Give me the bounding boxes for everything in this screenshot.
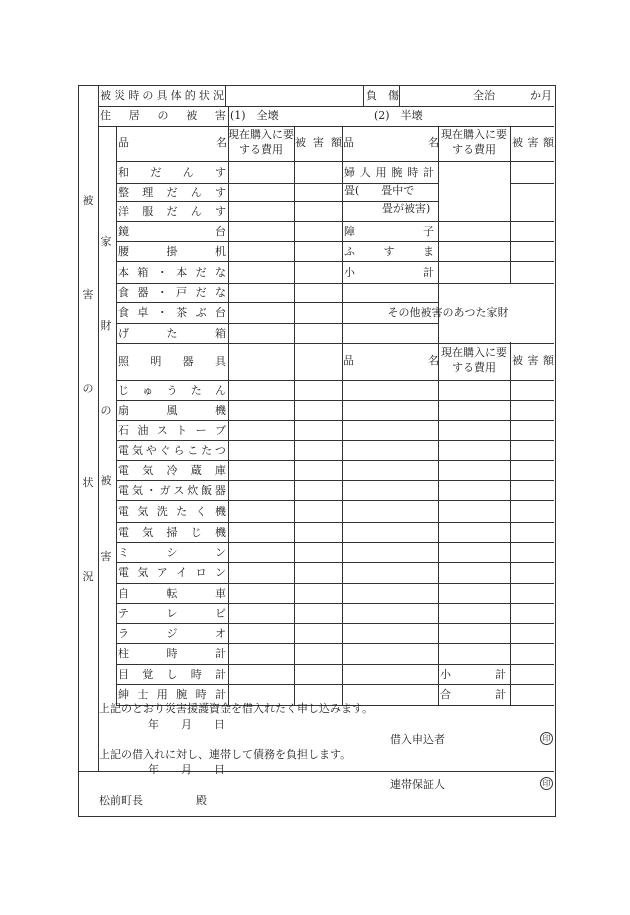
item-header-right: 品 <box>343 136 354 149</box>
half-destroy: (2) 半壊 <box>374 109 423 122</box>
empty-field[interactable] <box>294 302 342 323</box>
residence-label: 住 居 の 被 害 <box>100 109 226 122</box>
full-destroy: (1) 全壊 <box>230 109 279 122</box>
item-name: じ ゅ う た ん <box>118 383 226 397</box>
empty-field[interactable] <box>228 664 294 684</box>
total: 合 計 <box>440 688 506 701</box>
item-name: 洋 服 だ ん す <box>118 204 226 218</box>
empty-field[interactable] <box>294 380 342 400</box>
empty-field[interactable] <box>294 643 342 664</box>
item-name: 石 油 ス ト ー ブ <box>118 423 226 437</box>
empty-field[interactable] <box>228 603 294 623</box>
empty-field[interactable] <box>228 380 294 400</box>
item-name: 整 理 だ ん す <box>118 185 226 199</box>
item-name: 目 覚 し 時 計 <box>118 667 226 681</box>
empty-field[interactable] <box>294 562 342 583</box>
cost-header-right: 現在購入に要する費用 <box>441 128 507 156</box>
empty-field[interactable] <box>294 420 342 440</box>
empty-field[interactable] <box>228 562 294 583</box>
subtotal-upper: 小 計 <box>344 265 434 279</box>
loan-application-form <box>78 85 556 817</box>
empty-field[interactable] <box>294 261 342 283</box>
guarantee-text: 上記の借入れに対し、連帯して債務を負担します。 <box>99 748 352 761</box>
empty-field[interactable] <box>294 221 342 241</box>
item-name: 自 転 車 <box>118 586 226 600</box>
empty-field[interactable] <box>294 161 342 183</box>
damage-header: 被 害 額 <box>295 136 342 149</box>
item-name: げ た 箱 <box>118 326 226 340</box>
item-name: 電 気 洗 た く 機 <box>118 504 226 518</box>
empty-field[interactable] <box>294 522 342 542</box>
empty-field[interactable] <box>228 623 294 643</box>
empty-field[interactable] <box>228 323 294 343</box>
empty-field[interactable] <box>294 400 342 420</box>
damage-label: 害 <box>100 550 112 563</box>
empty-field[interactable] <box>228 400 294 420</box>
injury-label: 負 傷 <box>366 89 399 102</box>
name-header-right2: 名 <box>428 354 439 367</box>
empty-field[interactable] <box>228 221 294 241</box>
empty-field[interactable] <box>228 241 294 261</box>
item-name: 電 気 ア イ ロ ン <box>118 566 226 579</box>
honorific-label: 殿 <box>196 794 207 807</box>
item-name: テ レ ビ <box>118 606 226 620</box>
item-name: 照 明 器 具 <box>118 355 226 368</box>
cost-header-right2: 現在購入に要する費用 <box>441 346 507 374</box>
name-header-left: 名 <box>216 136 227 149</box>
empty-field[interactable] <box>294 603 342 623</box>
household-label: 家 <box>100 235 112 248</box>
mayor-label: 松前町長 <box>99 794 143 807</box>
fusuma: ふ す ま <box>344 244 434 258</box>
empty-field[interactable] <box>228 261 294 283</box>
empty-field[interactable] <box>294 440 342 460</box>
empty-field[interactable] <box>294 684 342 705</box>
item-header-left: 品 <box>118 136 129 149</box>
damage-header-right: 被 害 額 <box>512 136 554 149</box>
of-label: の <box>100 404 112 417</box>
empty-field[interactable] <box>294 241 342 261</box>
guarantor-label: 連帯保証人 <box>390 778 445 791</box>
item-name: ミ シ ン <box>118 545 226 559</box>
situation-label: 被 災 時 の 具 体 的 状 況 <box>100 89 224 102</box>
empty-field[interactable] <box>294 460 342 480</box>
tatami-b: 畳が被害) <box>382 202 431 215</box>
item-name: 食 卓 ・ 茶 ぶ 台 <box>118 306 226 319</box>
item-name: 電 気 や ぐ ら こ た つ <box>118 443 226 457</box>
empty-field[interactable] <box>228 480 294 500</box>
cost-header: 現在購入に要する費用 <box>228 128 294 156</box>
empty-field[interactable] <box>294 343 342 380</box>
ladies-watch: 婦 人 用 腕 時 計 <box>344 165 434 179</box>
empty-field[interactable] <box>294 283 342 302</box>
empty-field[interactable] <box>228 643 294 664</box>
name-header-right: 名 <box>428 136 439 149</box>
damage-header-right2: 被 害 額 <box>512 354 554 367</box>
empty-field[interactable] <box>228 460 294 480</box>
empty-field[interactable] <box>228 302 294 323</box>
item-name: ラ ジ オ <box>118 626 226 640</box>
side-label-char: の <box>82 382 94 395</box>
item-name: 扇 風 機 <box>118 403 226 417</box>
item-name: 紳 士 用 腕 時 計 <box>118 688 226 701</box>
item-name: 柱 時 計 <box>118 647 226 660</box>
other-damaged-heading: その他被害のあつた家財 <box>387 306 509 319</box>
tatami-a: 畳( 畳中で <box>344 184 415 197</box>
side-label-char: 被 <box>82 194 94 207</box>
item-name: 電 気 冷 蔵 庫 <box>118 463 226 477</box>
empty-field[interactable] <box>294 201 342 221</box>
empty-field[interactable] <box>228 500 294 522</box>
application-text: 上記のとおり災害援護資金を借入れたく申し込みます。 <box>99 702 374 715</box>
empty-field[interactable] <box>294 542 342 562</box>
empty-field[interactable] <box>228 583 294 603</box>
applicant-label: 借入申込者 <box>390 733 445 746</box>
empty-field[interactable] <box>228 522 294 542</box>
shoji: 障 子 <box>344 224 434 238</box>
seal-icon: 印 <box>540 732 553 745</box>
date-line-1: 年 月 日 <box>148 718 225 731</box>
empty-field[interactable] <box>228 440 294 460</box>
empty-field[interactable] <box>228 542 294 562</box>
empty-field[interactable] <box>228 161 294 183</box>
months-label: か月 <box>530 89 552 102</box>
item-name: 鏡 台 <box>118 224 226 238</box>
item-name: 電 気 ・ ガ ス 炊 飯 器 <box>118 483 226 497</box>
item-name: 本 箱 ・ 本 だ な <box>118 265 226 279</box>
side-label-char: 況 <box>82 570 94 583</box>
empty-field[interactable] <box>294 480 342 500</box>
item-name: 電 気 掃 じ 機 <box>118 525 226 539</box>
recovery-label: 全治 <box>473 89 495 102</box>
item-name: 腰 掛 机 <box>118 244 226 258</box>
empty-field[interactable] <box>228 343 294 380</box>
date-line-2: 年 月 日 <box>148 763 225 776</box>
empty-field[interactable] <box>294 500 342 522</box>
empty-field[interactable] <box>294 623 342 643</box>
side-label-char: 状 <box>82 476 94 489</box>
empty-field[interactable] <box>228 283 294 302</box>
empty-field[interactable] <box>294 664 342 684</box>
side-label-char: 害 <box>82 288 94 301</box>
empty-field[interactable] <box>294 323 342 343</box>
property-label: 財 <box>100 319 112 332</box>
empty-field[interactable] <box>294 583 342 603</box>
item-name: 和 だ ん す <box>118 165 226 179</box>
empty-field[interactable] <box>228 420 294 440</box>
empty-field[interactable] <box>228 183 294 201</box>
empty-field[interactable] <box>294 183 342 201</box>
subtotal-lower: 小 計 <box>440 667 506 681</box>
empty-field[interactable] <box>228 684 294 705</box>
item-header-right2: 品 <box>343 354 354 367</box>
seal-icon: 印 <box>540 777 553 790</box>
empty-field[interactable] <box>228 201 294 221</box>
item-name: 食 器 ・ 戸 だ な <box>118 286 226 299</box>
victim-label: 被 <box>100 474 112 487</box>
